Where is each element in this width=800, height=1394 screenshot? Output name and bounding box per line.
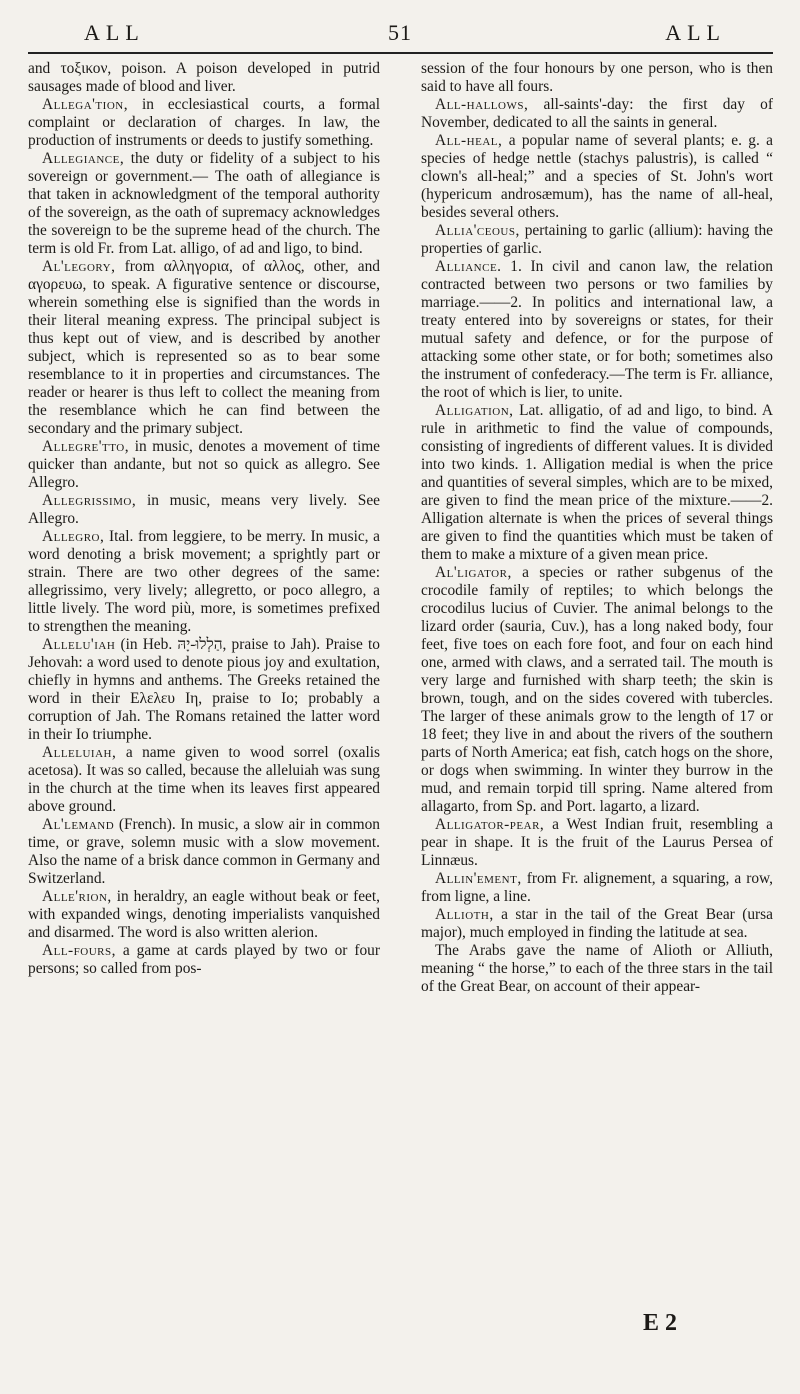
entry-headword: All-fours, <box>42 942 116 959</box>
entry-definition: a West Indian fruit, resembling a pear in shape. It is the fruit of the Laurus Persea of Linnæus. <box>421 816 774 869</box>
entry-definition: pertaining to garlic (allium): having the properties of garlic. <box>421 222 773 257</box>
entry-definition: Lat. alligatio, of ad and ligo, to bind. A rule in arithmetic to find the value of compounds, consisting of ingredients of different values. It is divided into two kinds. 1. Alligation medial is when the price and quantities of several simples, which are to be mixed, are given to find the mean price of the mixture.——2. Alligation alternate is when the prices of several things are given to find the quantities which must be taken of them to make a mixture of a given mean price. <box>421 402 773 563</box>
entry-headword: All-heal, <box>435 132 503 149</box>
dictionary-entry <box>28 438 380 492</box>
entry-definition: a star in the tail of the Great Bear (ursa major), much employed in finding the latitude at sea. <box>421 906 773 941</box>
dictionary-entry <box>28 636 380 744</box>
dictionary-entry <box>28 744 380 816</box>
dictionary-entry <box>421 222 773 258</box>
entry-definition: a species or rather subgenus of the crocodile family of reptiles; to which belongs the crocodilus lucius of Cuvier. The animal belongs to the lizard order (sauria, Cuv.), has a long naked body, four feet, five toes on each fore foot, and four on each hind one, armed with claws, and a serrated tail. The mouth is very large and furnished with sharp teeth; the skin is brown, tough, and on the sides covered with tubercles. The larger of these animals grow to the length of 17 or 18 feet; they live in and about the rivers of the southern parts of North America; eat fish, catch hogs on the shore, or dogs when swimming. In winter they burrow in the mud, and remain torpid till spring. Name altered from allagarto, from Sp. and Port. lagarto, a lizard. <box>421 564 773 815</box>
left-column <box>28 60 380 978</box>
entry-definition: in music, denotes a movement of time quicker than andante, but not so quick as allegro. See Allegro. <box>28 438 380 491</box>
entry-definition: all-saints'-day: the first day of November, dedicated to all the saints in general. <box>421 96 773 131</box>
header-right-word: ALL <box>665 20 726 45</box>
entry-headword: Allelu'iah <box>42 636 116 653</box>
entry-headword: Allin'ement, <box>435 870 522 887</box>
entry-headword: Alligator-pear, <box>435 816 545 833</box>
entry-definition: The Arabs gave the name of Alioth or Alliuth, meaning “ the horse,” to each of the three stars in the tail of the Great Bear, on account of their appear- <box>421 942 773 995</box>
dictionary-entry <box>421 942 773 996</box>
dictionary-entry <box>28 96 380 150</box>
entry-definition: 1. In civil and canon law, the relation contracted between two persons or two families by marriage.——2. In politics and international law, a treaty entered into by sovereigns or states, for their mutual safety and defence, or for the purpose of attacking some other state, or for both; sometimes also the instrument of confederacy.—The term is Fr. alliance, the root of which is lier, to unite. <box>421 258 773 401</box>
entry-definition: and τοξικον, poison. A poison developed in putrid sausages made of blood and liver. <box>28 60 380 95</box>
header-rule <box>28 52 773 54</box>
entry-headword: Allegrissimo, <box>42 492 137 509</box>
dictionary-entry <box>421 60 773 96</box>
entry-definition: a name given to wood sorrel (oxalis acetosa). It was so called, because the alleluiah was sung in the church at the time when its leaves first appeared above ground. <box>28 744 380 815</box>
entry-headword: Al'lemand <box>42 816 115 833</box>
entry-headword: Alliance. <box>435 258 502 275</box>
entry-headword: Al'legory, <box>42 258 116 275</box>
dictionary-entry <box>421 870 773 906</box>
entry-headword: Allegre'tto, <box>42 438 130 455</box>
dictionary-entry <box>28 60 380 96</box>
dictionary-entry <box>28 816 380 888</box>
entry-definition: in heraldry, an eagle without beak or feet, with expanded wings, denoting imperialists vanquished and disarmed. The word is also written alerion. <box>28 888 380 941</box>
entry-headword: Alligation, <box>435 402 514 419</box>
dictionary-entry <box>421 258 773 402</box>
dictionary-entry <box>28 888 380 942</box>
dictionary-entry <box>28 942 380 978</box>
signature-mark: E 2 <box>642 1310 677 1336</box>
entry-headword: Alle'rion, <box>42 888 112 905</box>
running-header <box>24 20 776 50</box>
entry-headword: All-hallows, <box>435 96 529 113</box>
entry-definition: a popular name of several plants; e. g. a species of hedge nettle (stachys palustris), is called “ clown's all-heal;” and a species of St. John's wort (hypericum androsæmum), has the name of all-heal, besides several others. <box>421 132 773 221</box>
entry-definition: in ecclesiastical courts, a formal complaint or declaration of charges. In law, the production of instruments or deeds to justify something. <box>28 96 380 149</box>
entry-headword: Al'ligator, <box>435 564 512 581</box>
dictionary-entry <box>28 528 380 636</box>
entry-definition: the duty or fidelity of a subject to his sovereign or government.— The oath of allegiance is that taken in acknowledgment of the temporal authority of the sovereign, as the oath of supremacy acknowledges the sovereign to be the supreme head of the church. The term is old Fr. from Lat. alligo, of ad and ligo, to bind. <box>28 150 380 257</box>
dictionary-entry <box>28 150 380 258</box>
right-column <box>421 60 773 996</box>
entry-headword: Alleluiah, <box>42 744 117 761</box>
dictionary-entry <box>421 132 773 222</box>
dictionary-entry <box>421 402 773 564</box>
entry-headword: Allegiance, <box>42 150 125 167</box>
entry-headword: Allia'ceous, <box>435 222 520 239</box>
entry-definition: in music, means very lively. See Allegro. <box>28 492 380 527</box>
entry-headword: Allega'tion, <box>42 96 129 113</box>
entry-definition: session of the four honours by one person, who is then said to have all fours. <box>421 60 773 95</box>
page-number: 51 <box>388 20 412 45</box>
entry-definition: a game at cards played by two or four persons; so called from pos- <box>28 942 380 977</box>
dictionary-entry <box>421 96 773 132</box>
dictionary-entry <box>28 492 380 528</box>
dictionary-entry <box>421 816 773 870</box>
entry-definition: from Fr. alignement, a squaring, a row, from ligne, a line. <box>421 870 773 905</box>
entry-definition: (French). In music, a slow air in common time, or grave, solemn music with a slow movement. Also the name of a brisk dance common in Germany and Switzerland. <box>28 816 380 887</box>
entry-definition: from αλληγορια, of αλλος, other, and αγορευω, to speak. A figurative sentence or discourse, wherein something else is signified than the words in their literal meaning express. The principal subject is thus kept out of view, and is described by another subject, which is represented so as to bear some resemblance to it in properties and circumstances. The reader or hearer is thus left to collect the meaning from the resemblance which he can find between the secondary and the primary subject. <box>28 258 380 437</box>
header-left-word: ALL <box>84 20 145 45</box>
dictionary-entry <box>28 258 380 438</box>
entry-headword: Allegro, <box>42 528 105 545</box>
dictionary-entry <box>421 564 773 816</box>
entry-definition: (in Heb. הַלְלוּ-יָהּ, praise to Jah). Praise to Jehovah: a word used to denote pious joy and exultation, chiefly in hymns and anthems. The Greeks retained the word in their Ελελευ Ιη, praise to Io; probably a corruption of Jah. The Romans retained the latter word in their Io triumphe. <box>28 636 380 743</box>
dictionary-entry <box>421 906 773 942</box>
entry-headword: Allioth, <box>435 906 494 923</box>
entry-definition: Ital. from leggiere, to be merry. In music, a word denoting a brisk movement; a sprightly part or strain. There are two other degrees of the same: allegrissimo, very lively; allegretto, or poco allegro, a little lively. The word più, more, is sometimes prefixed to strengthen the meaning. <box>28 528 380 635</box>
